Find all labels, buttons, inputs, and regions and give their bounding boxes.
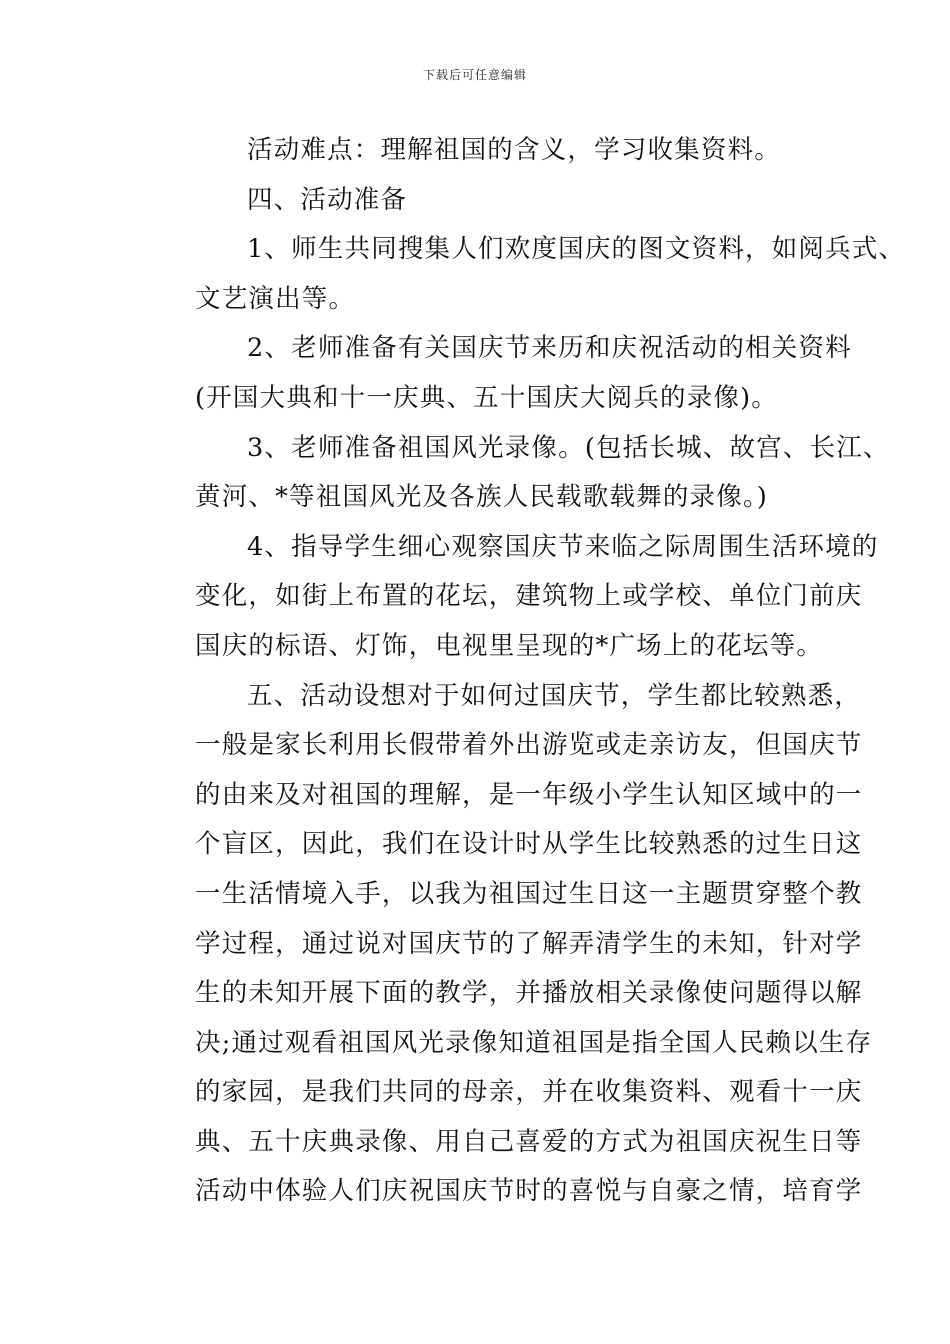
section-heading: 四、活动准备 xyxy=(247,184,408,215)
paragraph-section-four-heading xyxy=(143,176,833,226)
text-line: 个盲区，因此，我们在设计时从学生比较熟悉的过生日这 xyxy=(195,829,863,860)
paragraph-prep-item-2 xyxy=(143,324,852,423)
text-line: 一生活情境入手，以我为祖国过生日这一主题贯穿整个教 xyxy=(195,878,863,909)
document-body xyxy=(143,126,906,1217)
paragraph-prep-item-3 xyxy=(143,424,890,523)
text-line: 五、活动设想对于如何过国庆节，学生都比较熟悉， xyxy=(247,680,862,711)
paragraph-prep-item-1 xyxy=(143,225,906,324)
paragraph-section-five xyxy=(143,672,873,1218)
text-line: (开国大典和十一庆典、五十国庆大阅兵的录像)。 xyxy=(195,382,778,413)
paragraph-activity-difficulty xyxy=(143,126,833,176)
paragraph-prep-item-4 xyxy=(143,523,879,672)
text-line: 活动中体验人们庆祝国庆节时的喜悦与自豪之情，培育学 xyxy=(195,1176,863,1207)
text-line: 2、老师准备有关国庆节来历和庆祝活动的相关资料 xyxy=(247,333,852,364)
text-line: 1、师生共同搜集人们欢度国庆的图文资料，如阅兵式、 xyxy=(247,234,906,265)
text-line: 的家园，是我们共同的母亲，并在收集资料、观看十一庆 xyxy=(195,1077,863,1108)
text-line: 决;通过观看祖国风光录像知道祖国是指全国人民赖以生存 xyxy=(195,1027,873,1058)
text-line: 3、老师准备祖国风光录像。(包括长城、故宫、长江、 xyxy=(247,432,890,463)
text-line: 活动难点：理解祖国的含义，学习收集资料。 xyxy=(247,135,782,165)
text-line: 4、指导学生细心观察国庆节来临之际周围生活环境的 xyxy=(247,531,879,562)
text-line: 学过程，通过说对国庆节的了解弄清学生的未知，针对学 xyxy=(195,928,863,959)
text-line: 一般是家长利用长假带着外出游览或走亲访友，但国庆节 xyxy=(195,730,863,761)
text-line: 的由来及对祖国的理解，是一年级小学生认知区域中的一 xyxy=(195,779,863,810)
page-header-note: 下载后可任意编辑 xyxy=(422,68,527,82)
text-line: 变化，如街上布置的花坛，建筑物上或学校、单位门前庆 xyxy=(195,581,863,612)
text-line: 黄河、*等祖国风光及各族人民载歌载舞的录像。) xyxy=(195,482,769,513)
text-line: 国庆的标语、灯饰，电视里呈现的*广场上的花坛等。 xyxy=(195,630,824,661)
text-line: 文艺演出等。 xyxy=(195,283,356,314)
text-line: 典、五十庆典录像、用自己喜爱的方式为祖国庆祝生日等 xyxy=(195,1126,863,1157)
text-line: 生的未知开展下面的教学，并播放相关录像使问题得以解 xyxy=(195,978,863,1009)
